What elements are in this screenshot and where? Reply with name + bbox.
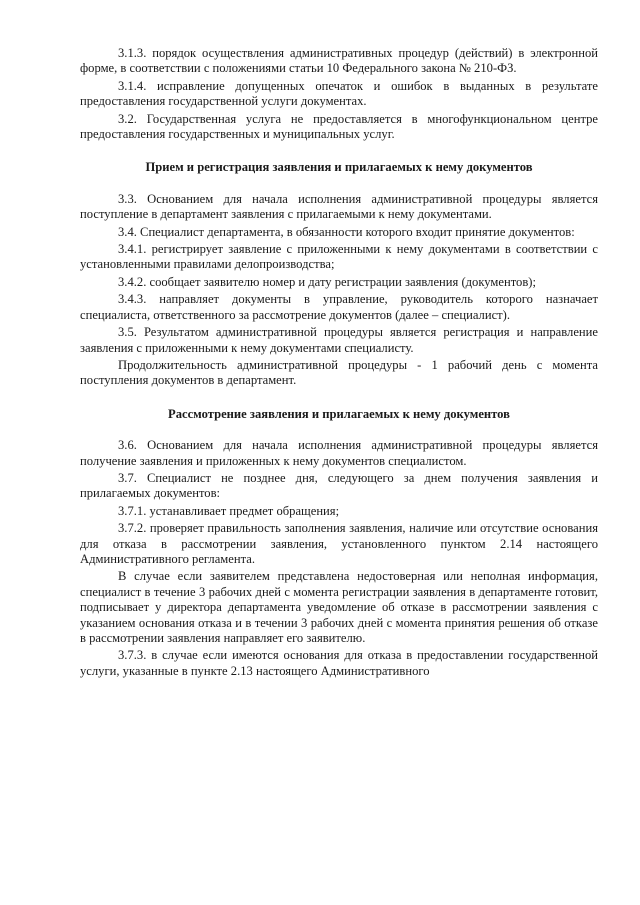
paragraph-3-6: 3.6. Основанием для начала исполнения административной процедуры является получение заявления и приложенных к нему документов специалистом. [80, 438, 598, 468]
section-heading-reception: Прием и регистрация заявления и прилагаемых к нему документов [145, 160, 533, 175]
paragraph-3-1-4: 3.1.4. исправление допущенных опечаток и ошибок в выданных в результате предоставления государственной услуги документах. [80, 78, 598, 109]
paragraph-3-1-3: 3.1.3. порядок осуществления административных процедур (действий) в электронной форме, в соответствии с положениями статьи 10 Федерального закона № 210-ФЗ. [80, 46, 598, 76]
paragraph-3-5: 3.5. Результатом административной процедуры является регистрация и направление заявления с приложенными к нему документами специалисту. [80, 325, 598, 355]
paragraph-3-4-1: 3.4.1. регистрирует заявление с приложенными к нему документами в соответствии с установленными правилами делопроизводства; [80, 242, 598, 272]
document-page [80, 46, 598, 681]
paragraph-3-4: 3.4. Специалист департамента, в обязанности которого входит принятие документов: [118, 224, 575, 239]
paragraph-3-7-2: 3.7.2. проверяет правильность заполнения заявления, наличие или отсутствие основания для отказа в рассмотрении заявления, установленного пунктом 2.14 настоящего Административного регламента. [80, 521, 598, 566]
paragraph-3-2: 3.2. Государственная услуга не предоставляется в многофункциональном центре предоставления государственных и муниципальных услуг. [80, 111, 598, 142]
paragraph-3-4-2: 3.4.2. сообщает заявителю номер и дату регистрации заявления (документов); [118, 274, 536, 289]
paragraph-3-7: 3.7. Специалист не позднее дня, следующего за днем получения заявления и прилагаемых документов: [80, 470, 598, 501]
section-heading-review: Рассмотрение заявления и прилагаемых к нему документов [168, 406, 510, 421]
paragraph-3-7-3: 3.7.3. в случае если имеются основания для отказа в предоставлении государственной услуги, указанные в пункте 2.13 настоящего Административного [80, 648, 598, 678]
paragraph-duration: Продолжительность административной процедуры - 1 рабочий день с момента поступления документов в департамент. [80, 357, 598, 388]
paragraph-3-7-1: 3.7.1. устанавливает предмет обращения; [118, 503, 340, 518]
paragraph-incomplete-info: В случае если заявителем представлена недостоверная или неполная информация, специалист в течение 3 рабочих дней с момента регистрации заявления в департаменте готовит, подписывает у директора департамента уведомление об отказе в рассмотрении заявления с указанием основания отказа и в течении 3 рабочих дней с момента принятия решения об отказе в рассмотрении заявления направляет его заявителю. [80, 569, 598, 645]
paragraph-3-3: 3.3. Основанием для начала исполнения административной процедуры является поступление в департамент заявления с прилагаемыми к нему документами. [80, 191, 598, 222]
paragraph-3-4-3: 3.4.3. направляет документы в управление, руководитель которого назначает специалиста, ответственного за рассмотрение документов (далее – специалист). [80, 292, 598, 322]
